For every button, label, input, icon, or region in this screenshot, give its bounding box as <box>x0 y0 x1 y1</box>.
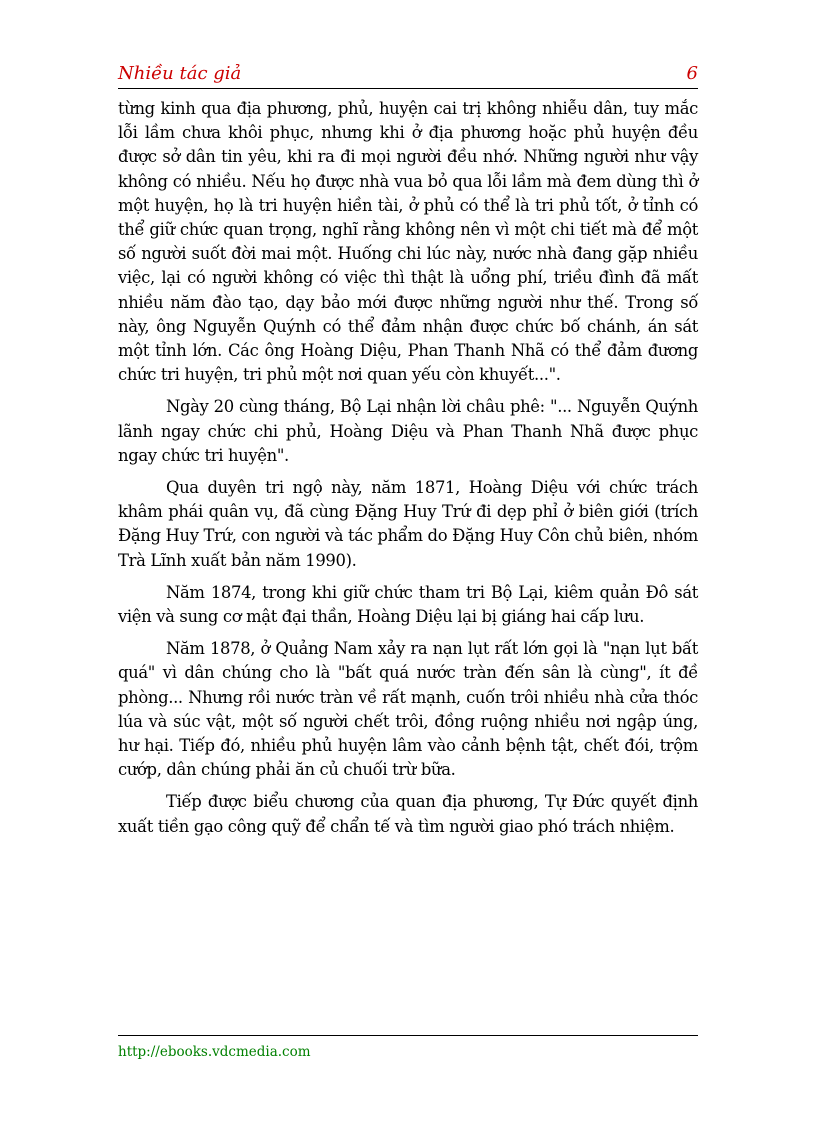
header-author-title: Nhiều tác giả <box>118 63 242 84</box>
header-divider <box>118 88 698 89</box>
paragraph-1874-demotion: Năm 1874, trong khi giữ chức tham tri Bộ Lại, kiêm quản Đô sát viện và sung cơ mật đại thần, Hoàng Diệu lại bị giáng hai cấp lưu. <box>118 582 698 627</box>
footer-divider <box>118 1035 698 1036</box>
paragraph-royal-decree: Ngày 20 cùng tháng, Bộ Lại nhận lời châu phê: "... Nguyễn Quýnh lãnh ngay chức chi phủ, Hoàng Diệu và Phan Thanh Nhã được phục ngay chức tri huyện". <box>118 397 698 465</box>
page-body <box>118 97 698 847</box>
page-header <box>118 63 698 85</box>
paragraph-relief-decision: Tiếp được biểu chương của quan địa phương, Tự Đức quyết định xuất tiền gạo công quỹ để chẩn tế và tìm người giao phó trách nhiệm. <box>118 792 698 836</box>
footer-website-link[interactable]: http://ebooks.vdcmedia.com <box>118 1044 311 1060</box>
paragraph-1871-campaign: Qua duyên tri ngộ này, năm 1871, Hoàng Diệu với chức trách khâm phái quân vụ, đã cùng Đặng Huy Trứ đi dẹp phỉ ở biên giới (trích Đặng Huy Trứ, con người và tác phẩm do Đặng Huy Côn chủ biên, nhóm Trà Lĩnh xuất bản năm 1990). <box>118 478 698 570</box>
paragraph-continuation: từng kinh qua địa phương, phủ, huyện cai trị không nhiễu dân, tuy mắc lỗi lầm chưa khôi phục, nhưng khi ở địa phương hoặc phủ huyện đều được sở dân tin yêu, khi ra đi mọi người đều nhớ. Những người như vậy không có nhiều. Nếu họ được nhà vua bỏ qua lỗi lầm mà đem dùng thì ở một huyện, họ là tri huyện hiền tài, ở phủ có thể là tri phủ tốt, ở tỉnh có thể giữ chức quan trọng, nghĩ rằng không nên vì một chi tiết mà để một số người suốt đời mai một. Huống chi lúc này, nước nhà đang gặp nhiều việc, lại có người không có việc thì thật là uổng phí, triều đình đã mất nhiều năm đào tạo, dạy bảo mới được những người như thế. Trong số này, ông Nguyễn Quýnh có thể đảm nhận được chức bố chánh, án sát một tỉnh lớn. Các ông Hoàng Diệu, Phan Thanh Nhã có thể đảm đương chức tri huyện, tri phủ một nơi quan yếu còn khuyết...". <box>118 99 698 385</box>
header-page-number: 6 <box>686 63 698 84</box>
paragraph-1878-flood: Năm 1878, ở Quảng Nam xảy ra nạn lụt rất lớn gọi là "nạn lụt bất quá" vì dân chúng cho là "bất quá nước tràn đến sân là cùng", ít đề phòng... Nhưng rồi nước tràn về rất mạnh, cuốn trôi nhiều nhà cửa thóc lúa và súc vật, một số người chết trôi, đồng ruộng nhiều nơi ngập úng, hư hại. Tiếp đó, nhiều phủ huyện lâm vào cảnh bệnh tật, chết đói, trộm cướp, dân chúng phải ăn củ chuối trừ bữa. <box>118 639 698 780</box>
